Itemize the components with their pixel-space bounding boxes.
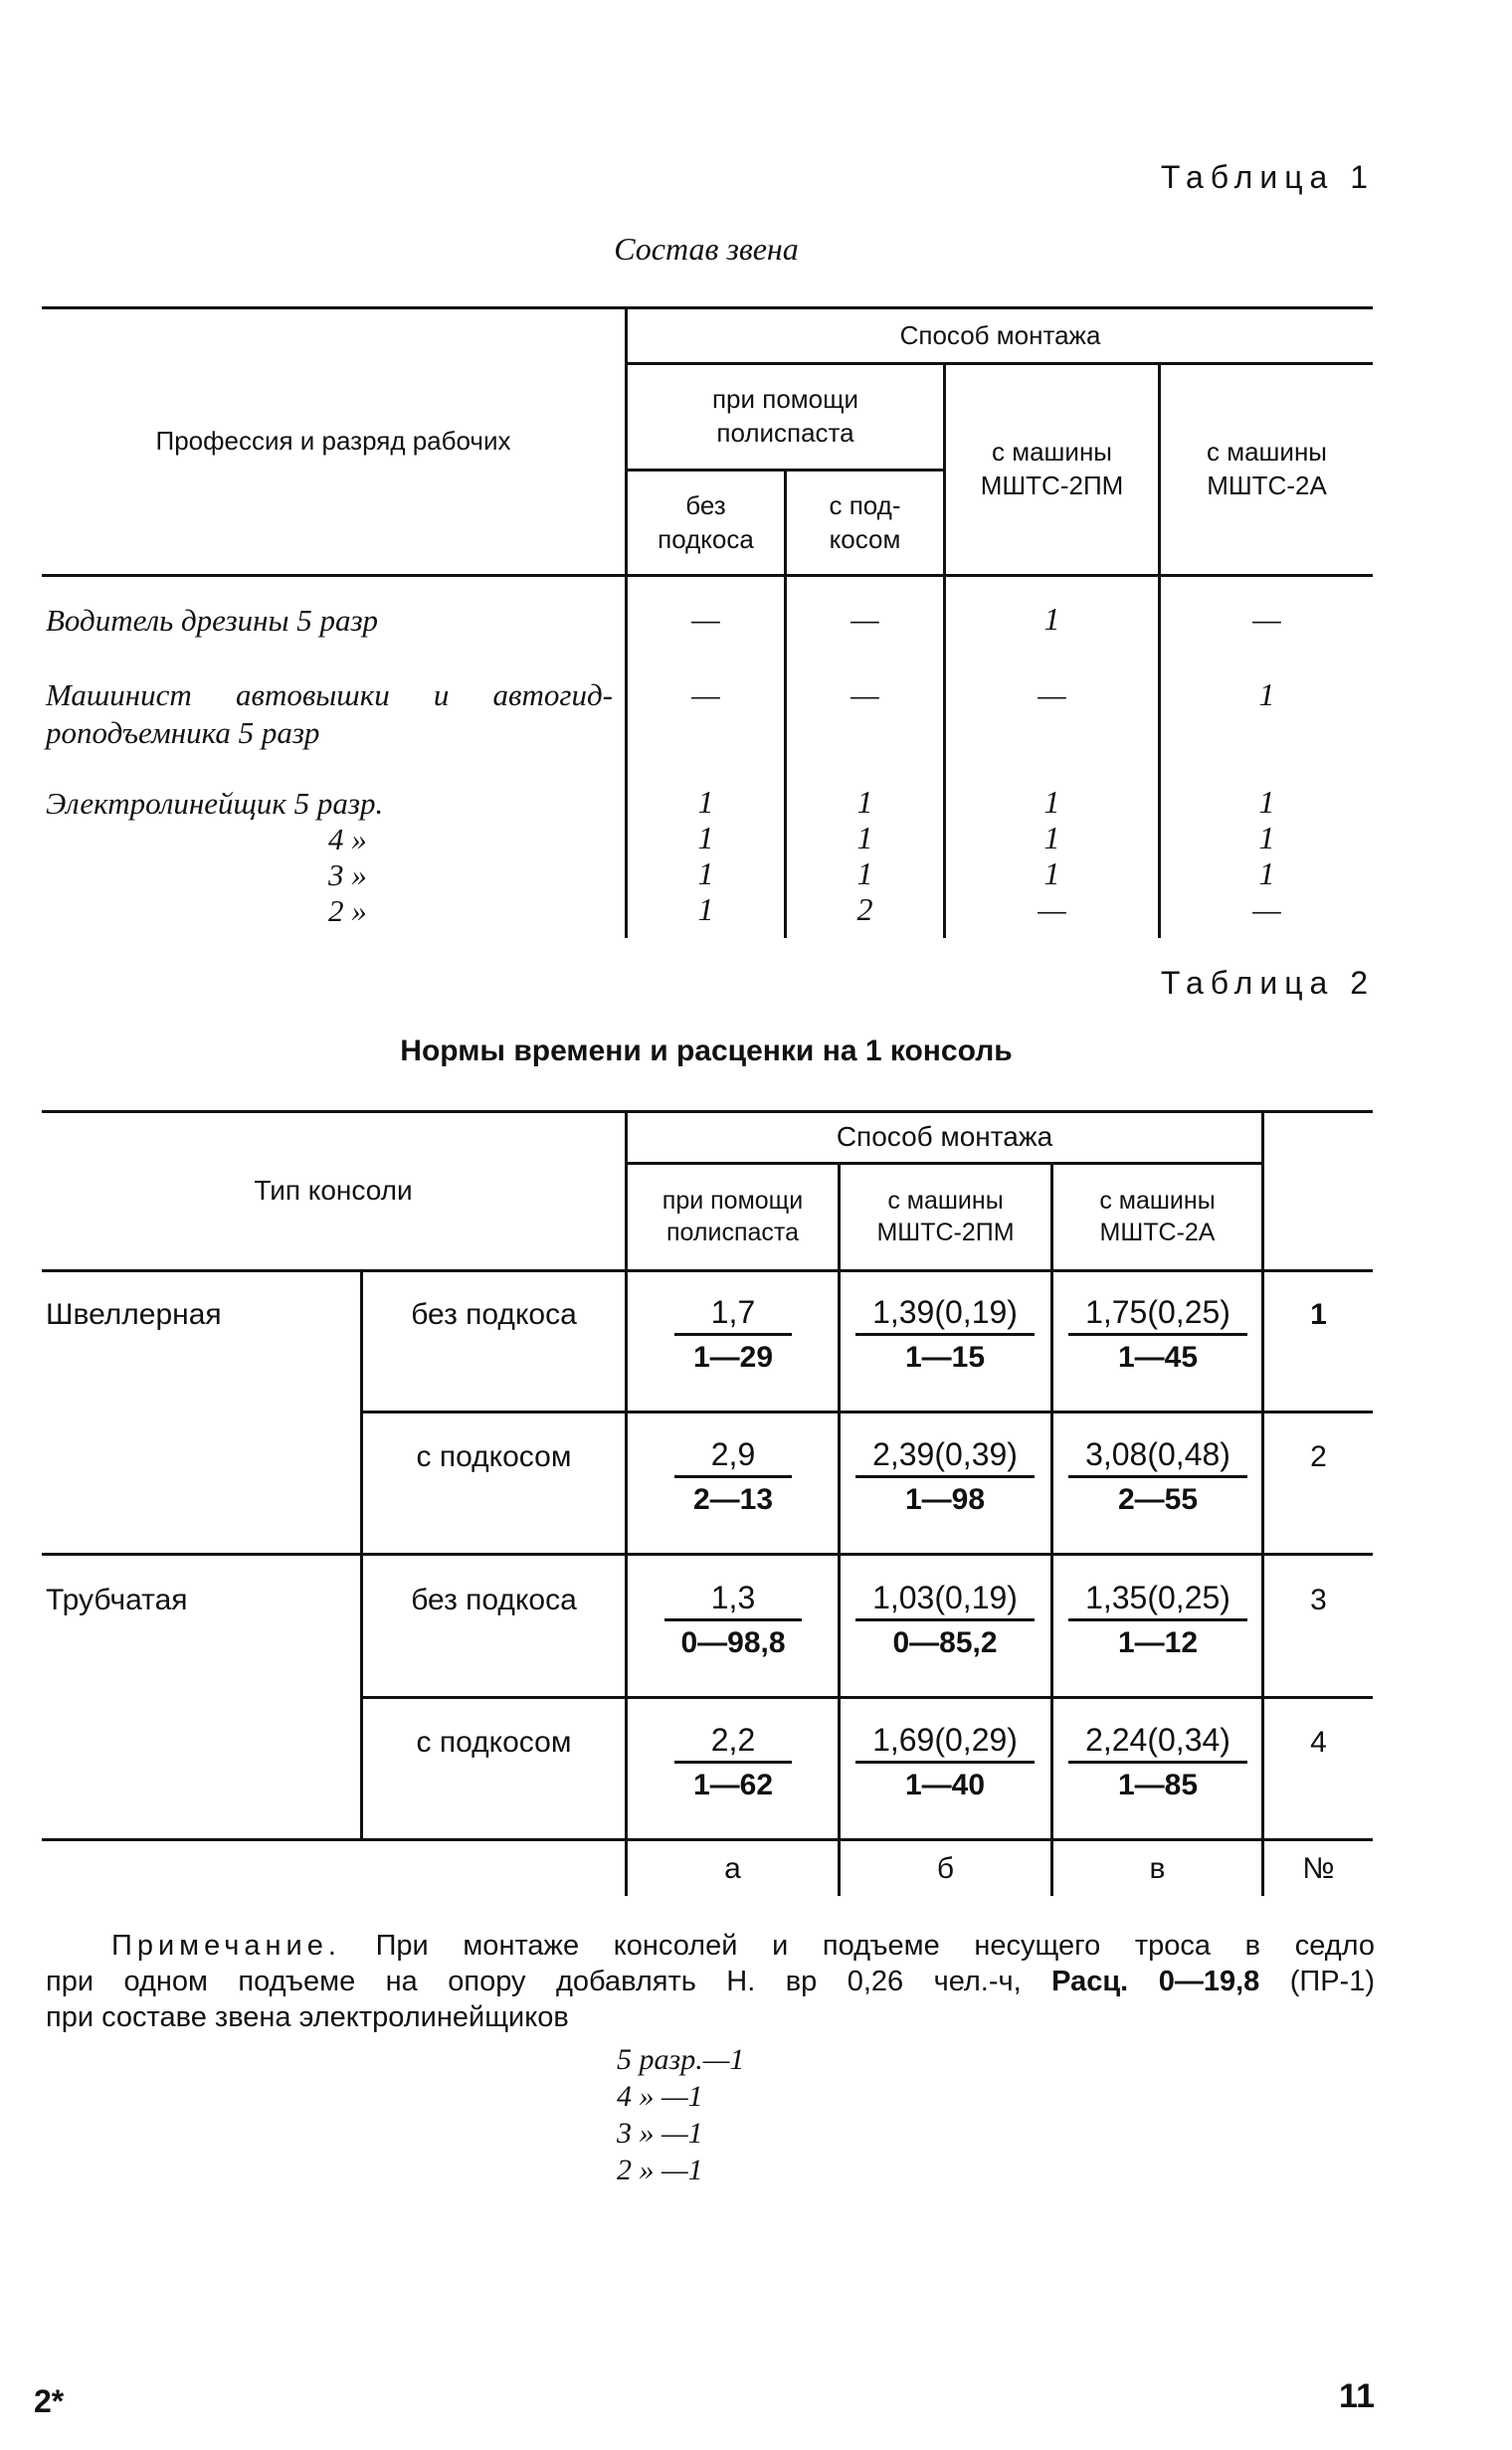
table1-row-label: 4 » — [328, 822, 367, 856]
table1-header-mshts2pm: с машины МШТС-2ПМ — [980, 437, 1124, 500]
note-lead: Примечание. — [111, 1930, 341, 1962]
table1-cell: 1 — [697, 784, 714, 820]
table1-row-label: 2 » — [328, 893, 367, 928]
table1-header-profession: Профессия и разряд рабочих — [155, 426, 511, 457]
table2-fraction: $\frac{1,75(0,25)}{1—45}$ — [1068, 1291, 1247, 1380]
table2-fraction: $\frac{1,7}{1—29}$ — [674, 1291, 792, 1380]
table1-cell: 1 — [1258, 820, 1275, 855]
table1-caption: Таблица 1 — [1160, 159, 1375, 195]
table2-fraction: $\frac{1,39(0,19)}{1—15}$ — [855, 1291, 1035, 1380]
note-list-item: 2 » —1 — [617, 2154, 703, 2186]
note-list-item: 5 разр.—1 — [617, 2043, 745, 2076]
note-text: при одном подъеме на опору добавлять Н. вр 0,26 чел.-ч, — [46, 1966, 1052, 1997]
table2-fraction: $\frac{2,39(0,39)}{1—98}$ — [855, 1433, 1035, 1522]
table2-fraction: $\frac{1,35(0,25)}{1—12}$ — [1068, 1577, 1247, 1665]
page-number: 11 — [1339, 2377, 1375, 2415]
table1-row-label: 3 » — [328, 857, 367, 892]
table2-row-number: 4 — [1310, 1726, 1327, 1759]
table2-header-mshts2a: с машины МШТС-2А — [1099, 1187, 1216, 1246]
table2-fraction: $\frac{2,24(0,34)}{1—85}$ — [1068, 1719, 1247, 1807]
table1-cell: — — [1252, 601, 1281, 637]
signature-mark: 2* — [34, 2383, 65, 2419]
table2-footer-col: а — [724, 1852, 741, 1885]
table2-fraction: $\frac{1,3}{0—98,8}$ — [664, 1577, 802, 1665]
table1-header-mshts2a: с машины МШТС-2А — [1207, 437, 1327, 500]
table1-cell: — — [691, 676, 720, 712]
table1-header-polispast: при помощи полиспаста — [711, 384, 859, 448]
note-body — [46, 1964, 1375, 2035]
table1-row-label: Водитель дрезины 5 разр — [46, 603, 379, 638]
table1-cell: — — [850, 601, 879, 637]
table1-cell: — — [691, 601, 720, 637]
table2-row-number: 2 — [1310, 1440, 1327, 1473]
table2-sub-label: с подкосом — [416, 1440, 572, 1473]
table2-sub-label: без подкоса — [411, 1584, 577, 1616]
table2-title: Нормы времени и расценки на 1 консоль — [400, 1035, 1013, 1067]
note-rate: Расц. 0—19,8 — [1051, 1966, 1260, 1997]
note-line: при составе звена электролинейщиков — [46, 2001, 569, 2033]
table2-header-method: Способ монтажа — [836, 1121, 1053, 1153]
table1-cell: 1 — [1043, 855, 1060, 891]
table1-cell: 1 — [856, 784, 873, 820]
note-line — [46, 1964, 1375, 1999]
table1-cell: 1 — [697, 891, 714, 927]
table1-cell: 1 — [1043, 820, 1060, 855]
note-text: (ПР-1) — [1259, 1966, 1375, 1997]
table1-title: Состав звена — [614, 231, 799, 267]
note-list-item: 4 » —1 — [617, 2080, 703, 2113]
table2-row-number: 1 — [1310, 1298, 1327, 1331]
table1-cell: — — [1038, 676, 1066, 712]
table1-header-with-strut: с под-косом — [829, 489, 901, 554]
table2-footer-col: в — [1149, 1852, 1166, 1885]
table2-header-type: Тип консоли — [254, 1175, 413, 1207]
table2-footer-col: б — [936, 1852, 955, 1885]
table2-fraction: $\frac{1,69(0,29)}{1—40}$ — [855, 1719, 1035, 1807]
table2-header-mshts2pm: с машины МШТС-2ПМ — [876, 1187, 1015, 1246]
table2-footer-col: № — [1302, 1852, 1335, 1885]
table1-cell: 1 — [1043, 601, 1060, 637]
table2-header-polispast: при помощи полиспаста — [662, 1187, 804, 1246]
note-text: При монтаже консолей и подъеме несущего троса в седло — [375, 1930, 1375, 1962]
table1-cell: 1 — [697, 820, 714, 855]
table2-type-label: Трубчатая — [46, 1584, 188, 1616]
note-list — [617, 2041, 744, 2188]
table1-cell: 1 — [856, 820, 873, 855]
note — [111, 1928, 1375, 1964]
table1-cell: 1 — [1043, 784, 1060, 820]
table1-cell: — — [850, 676, 879, 712]
table2-row-number: 3 — [1310, 1584, 1327, 1616]
table1-cell: 1 — [1258, 676, 1275, 712]
table1-row-label: Электролинейщик 5 разр. — [46, 786, 384, 821]
table2-fraction: $\frac{1,03(0,19)}{0—85,2}$ — [855, 1577, 1035, 1665]
table2-sub-label: с подкосом — [416, 1726, 572, 1759]
table2-fraction: $\frac{2,2}{1—62}$ — [674, 1719, 792, 1807]
table1-cell: 1 — [697, 855, 714, 891]
table2-fraction: $\frac{2,9}{2—13}$ — [674, 1433, 792, 1522]
note-line — [111, 1928, 1375, 1964]
table1-cell: — — [1038, 891, 1066, 927]
table1-cell: 1 — [1258, 784, 1275, 820]
table2-fraction: $\frac{3,08(0,48)}{2—55}$ — [1068, 1433, 1247, 1522]
table2-sub-label: без подкоса — [411, 1298, 577, 1331]
table1-cell: 2 — [856, 891, 873, 927]
table2-type-label: Швеллерная — [46, 1298, 222, 1331]
note-list-item: 3 » —1 — [617, 2117, 703, 2150]
table1-row-label: Машинист автовышки и автогид-роподъемника 5 разр — [46, 677, 613, 750]
table1-cell: 1 — [1258, 855, 1275, 891]
table2-caption: Таблица 2 — [1160, 965, 1375, 1001]
table1-header-no-strut: без подкоса — [658, 489, 754, 554]
table1-header-method: Способ монтажа — [899, 319, 1101, 350]
table1-cell: 1 — [856, 855, 873, 891]
table1-cell: — — [1252, 891, 1281, 927]
